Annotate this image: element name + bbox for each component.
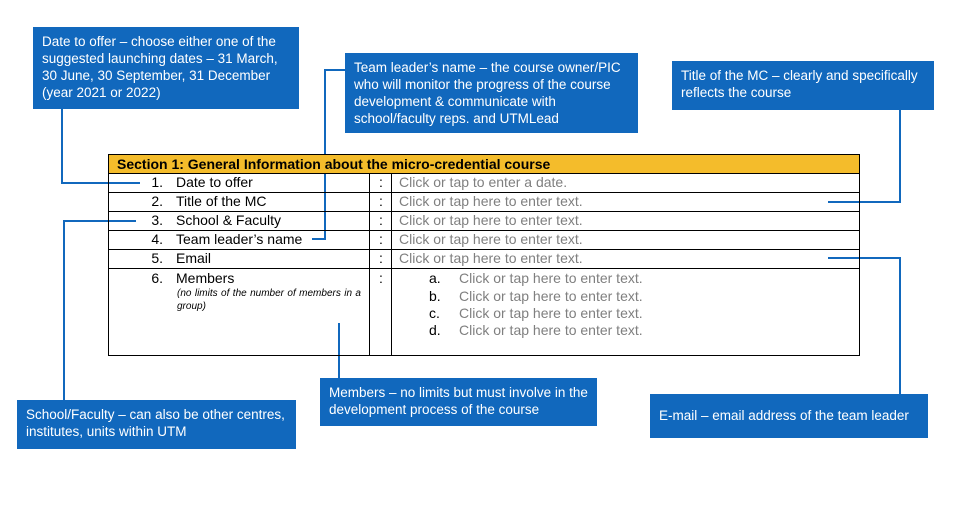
row-label: Team leader’s name xyxy=(176,231,303,247)
member-item-c[interactable] xyxy=(429,305,643,321)
row-members xyxy=(109,269,859,355)
colon: : xyxy=(379,193,383,209)
member-letter: d. xyxy=(429,322,441,338)
callout-school-faculty: School/Faculty – can also be other centres, institutes, units within UTM xyxy=(17,400,296,449)
section-header: Section 1: General Information about the micro-credential course xyxy=(109,155,859,174)
colon: : xyxy=(379,212,383,228)
member-field[interactable]: Click or tap here to enter text. xyxy=(459,305,643,321)
row-label: Email xyxy=(176,250,212,266)
row-school-faculty xyxy=(109,212,859,231)
row-number: 6. xyxy=(151,270,163,286)
callout-team-leader: Team leader’s name – the course owner/PIC who will monitor the progress of the course development & communicate with school/faculty reps. and UTMLead xyxy=(345,53,638,133)
row-number: 5. xyxy=(151,250,163,266)
row-email xyxy=(109,250,859,269)
row-label: Members xyxy=(176,270,235,286)
general-info-form xyxy=(108,154,860,356)
colon: : xyxy=(379,270,383,286)
row-date-to-offer xyxy=(109,174,859,193)
email-field[interactable]: Click or tap here to enter text. xyxy=(399,250,583,266)
row-number: 1. xyxy=(151,174,163,190)
member-field[interactable]: Click or tap here to enter text. xyxy=(459,288,643,304)
school-field[interactable]: Click or tap here to enter text. xyxy=(399,212,583,228)
colon: : xyxy=(379,250,383,266)
member-item-a[interactable] xyxy=(429,270,643,286)
member-letter: a. xyxy=(429,270,441,286)
callout-members: Members – no limits but must involve in the development process of the course xyxy=(320,378,597,426)
row-number: 2. xyxy=(151,193,163,209)
row-label: School & Faculty xyxy=(176,212,282,228)
colon: : xyxy=(379,174,383,190)
callout-title-mc: Title of the MC – clearly and specifically reflects the course xyxy=(672,61,934,110)
row-label: Title of the MC xyxy=(176,193,267,209)
row-label: Date to offer xyxy=(176,174,253,190)
row-title xyxy=(109,193,859,212)
colon: : xyxy=(379,231,383,247)
member-letter: c. xyxy=(429,305,440,321)
member-field[interactable]: Click or tap here to enter text. xyxy=(459,270,643,286)
member-letter: b. xyxy=(429,288,441,304)
team-leader-field[interactable]: Click or tap here to enter text. xyxy=(399,231,583,247)
row-number: 4. xyxy=(151,231,163,247)
member-item-b[interactable] xyxy=(429,288,643,304)
members-note: (no limits of the number of members in a group) xyxy=(177,288,361,312)
callout-date-to-offer: Date to offer – choose either one of the suggested launching dates – 31 March, 30 June, 30 September, 31 December (year 2021 or 2022) xyxy=(33,27,299,109)
callout-email: E-mail – email address of the team leader xyxy=(650,394,928,438)
date-field[interactable]: Click or tap to enter a date. xyxy=(399,174,568,190)
member-field[interactable]: Click or tap here to enter text. xyxy=(459,322,643,338)
title-field[interactable]: Click or tap here to enter text. xyxy=(399,193,583,209)
member-item-d[interactable] xyxy=(429,322,643,338)
row-team-leader xyxy=(109,231,859,250)
row-number: 3. xyxy=(151,212,163,228)
